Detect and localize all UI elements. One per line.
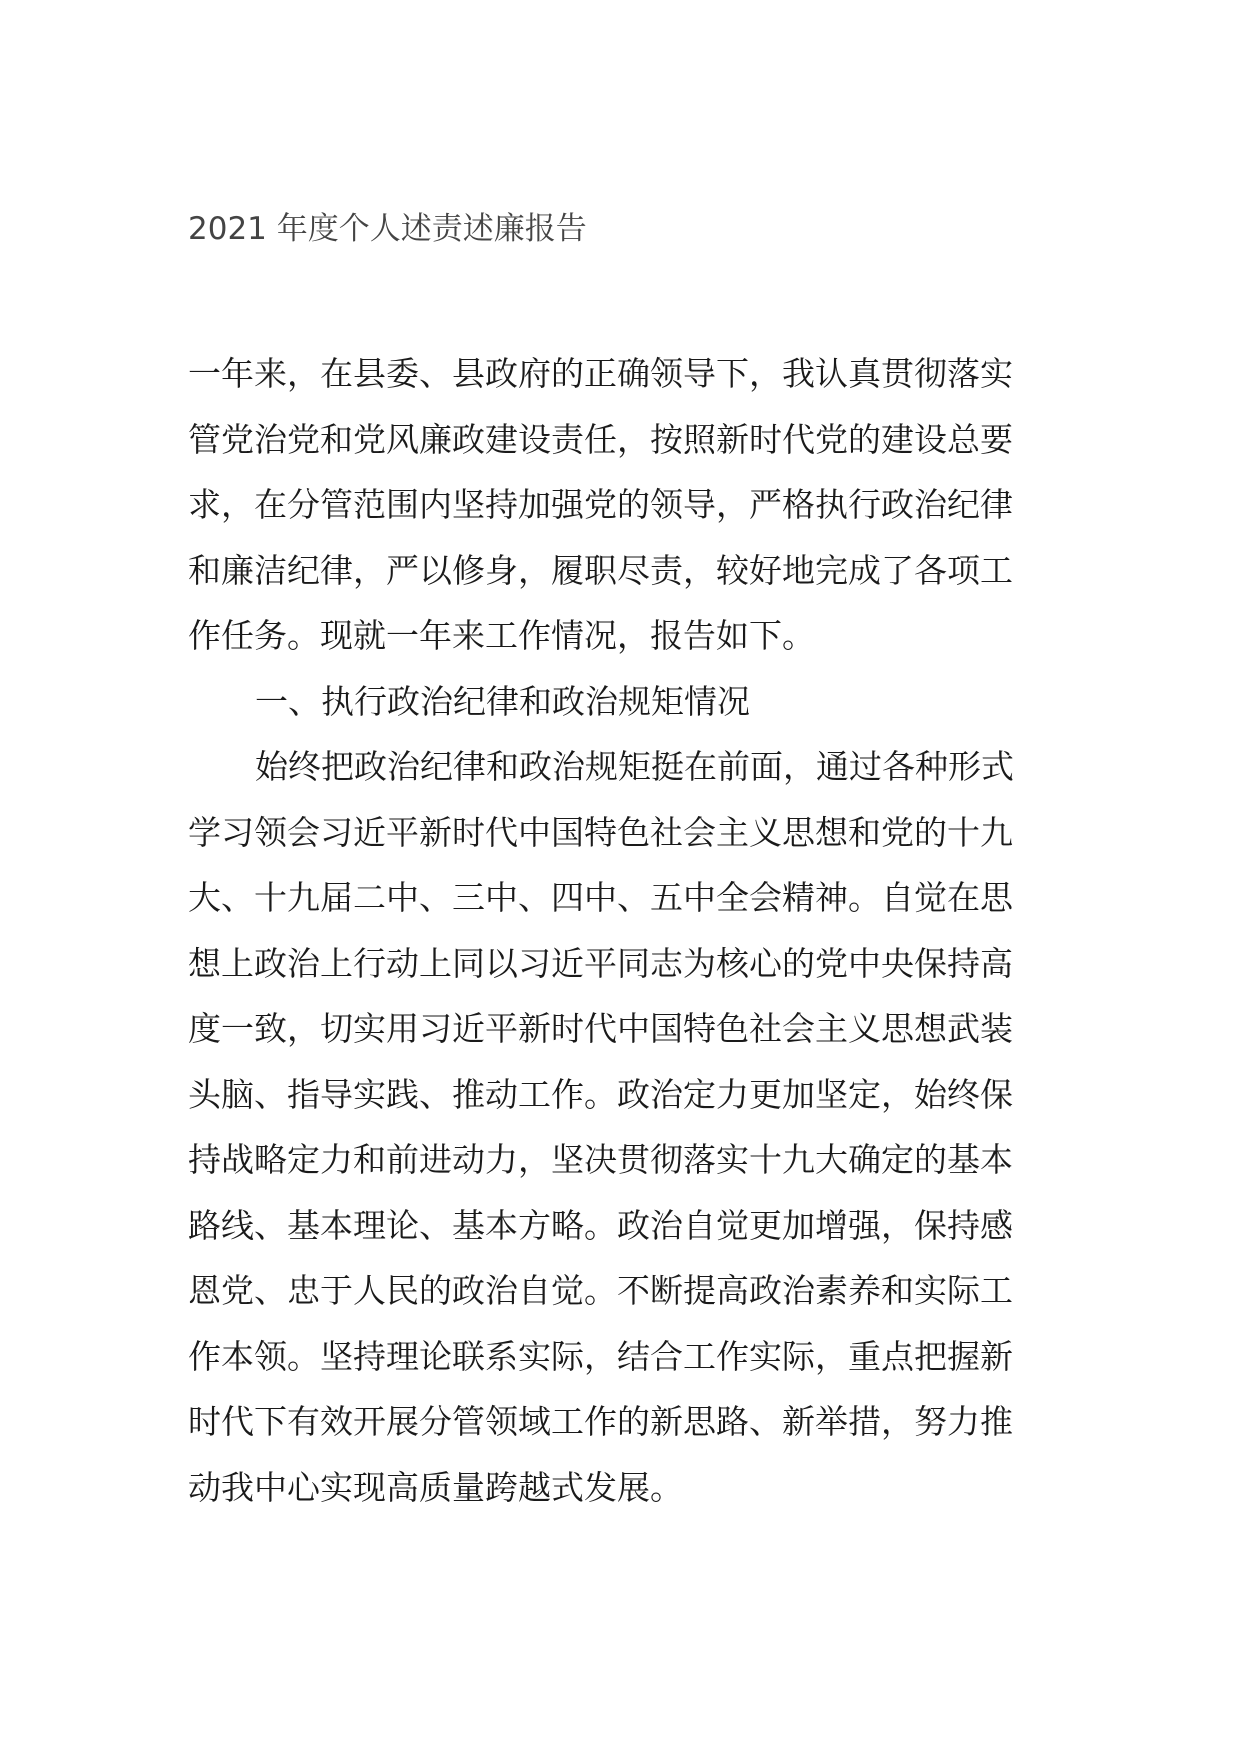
- text-line: 一年来，在县委、县政府的正确领导下，我认真贯彻落实: [188, 354, 1013, 393]
- section-heading: [188, 669, 1038, 735]
- text-line: 大、十九届二中、三中、四中、五中全会精神。自觉在思: [188, 878, 1013, 917]
- document-title: 2021 年度个人述责述廉报告: [188, 211, 587, 247]
- section-paragraph: [188, 734, 1038, 1520]
- text-line: 求，在分管范围内坚持加强党的领导，严格执行政治纪律: [188, 485, 1013, 524]
- text-line: 路线、基本理论、基本方略。政治自觉更加增强，保持感: [188, 1205, 1013, 1245]
- text-line: 度一致，切实用习近平新时代中国特色社会主义思想武装: [188, 1009, 1013, 1048]
- text-line: 学习领会习近平新时代中国特色社会主义思想和党的十九: [188, 812, 1013, 852]
- intro-paragraph: [188, 341, 1038, 669]
- text-line: 时代下有效开展分管领域工作的新思路、新举措，努力推: [188, 1402, 1013, 1441]
- text-line: 头脑、指导实践、推动工作。政治定力更加坚定，始终保: [188, 1074, 1013, 1114]
- text-line: 恩党、忠于人民的政治自觉。不断提高政治素养和实际工: [188, 1271, 1013, 1310]
- text-line: 持战略定力和前进动力，坚决贯彻落实十九大确定的基本: [188, 1140, 1013, 1179]
- text-line: 始终把政治纪律和政治规矩挺在前面，通过各种形式: [255, 747, 1014, 786]
- text-line: 动我中心实现高质量跨越式发展。: [188, 1467, 683, 1507]
- document-body: [188, 341, 1038, 1520]
- text-line: 和廉洁纪律，严以修身，履职尽责，较好地完成了各项工: [188, 550, 1013, 590]
- text-line: 管党治党和党风廉政建设责任，按照新时代党的建设总要: [188, 419, 1013, 459]
- text-line: 想上政治上行动上同以习近平同志为核心的党中央保持高: [188, 943, 1013, 983]
- text-line: 作任务。现就一年来工作情况，报告如下。: [188, 616, 815, 655]
- section-heading-text: 一、执行政治纪律和政治规矩情况: [255, 681, 750, 721]
- text-line: 作本领。坚持理论联系实际，结合工作实际，重点把握新: [188, 1336, 1013, 1376]
